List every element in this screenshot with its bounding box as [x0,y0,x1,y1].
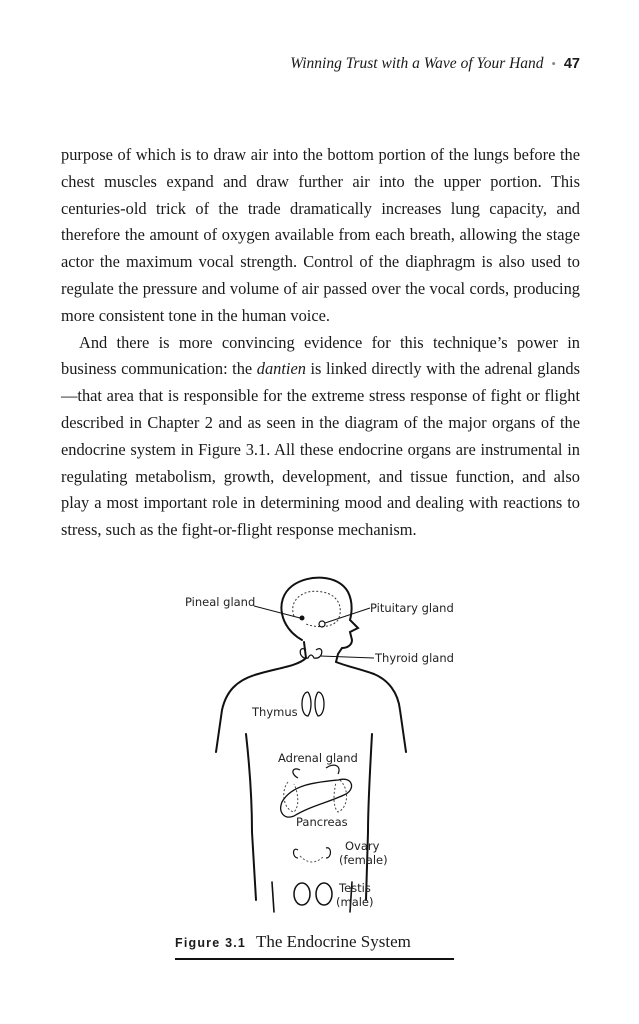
label-adrenal-gland: Adrenal gland [278,751,358,765]
dantien-term: dantien [256,359,306,379]
header-separator: • [551,56,556,71]
leg-left-inner [272,882,274,912]
paragraph-2-end: is linked directly with the adrenal glands—that area that is responsible for the extreme stress response of fight or flight described in Chapter 2 and as seen in the diagram of the major organs of the endocrine system in Figure 3.1. All these endocrine organs are instrumental in regulating metabolism, growth, development, and tissue function, and also play a most important role in determining mood and dealing with reactions to stress, such as the fight-or-flight response mechanism. [61,359,580,540]
torso-left [246,734,256,900]
neck-back [258,642,306,674]
page-number: 47 [563,56,580,72]
neck-front [336,662,374,674]
endocrine-diagram [170,570,460,915]
label-testis: Testis [339,881,371,895]
testis-left [294,883,310,905]
figure-title: The Endocrine System [256,932,411,951]
figure-number: Figure 3.1 [175,936,247,950]
ovary-right [326,848,331,858]
uterus [300,856,324,862]
label-pancreas: Pancreas [296,815,348,829]
label-pineal-gland: Pineal gland [185,595,256,609]
brain-outline [293,591,341,626]
testis-right [316,883,332,905]
paragraph-2-start: And there is more convincing evidence for this technique’s power in business communication: the [61,332,580,379]
label-testis-male: (male) [336,895,374,909]
thyroid-leader [320,656,374,658]
paragraph-1: purpose of which is to draw air into the bottom portion of the lungs before the chest muscles expand and draw further air into the upper portion. This centuries-old trick of the trade dramatically increases lung capacity, and therefore the amount of oxygen available from each breath, allowing the stage actor the maximum vocal strength. Control of the diaphragm is also used to regulate the pressure and volume of air passed over the vocal cords, producing more consistent tone in the human voice. [61,145,580,325]
adrenal-left [293,769,300,778]
endocrine-figure [170,570,460,915]
adrenal-right [326,765,339,774]
right-arm [374,674,406,752]
thymus-gland [302,692,324,716]
ovary-left [294,849,299,858]
pituitary-leader [325,608,370,623]
torso-right [366,734,372,900]
pineal-gland [300,616,305,621]
label-thyroid-gland: Thyroid gland [375,651,454,665]
label-pituitary-gland: Pituitary gland [370,601,454,615]
running-header [290,55,580,73]
figure-caption [175,932,454,952]
body-text [61,142,580,544]
running-title: Winning Trust with a Wave of Your Hand [290,55,544,72]
caption-rule [175,958,454,960]
paragraph-2 [61,330,580,544]
thyroid-gland [300,649,322,659]
label-ovary-female: (female) [339,853,388,867]
label-thymus: Thymus [252,705,298,719]
label-ovary: Ovary [345,839,380,853]
